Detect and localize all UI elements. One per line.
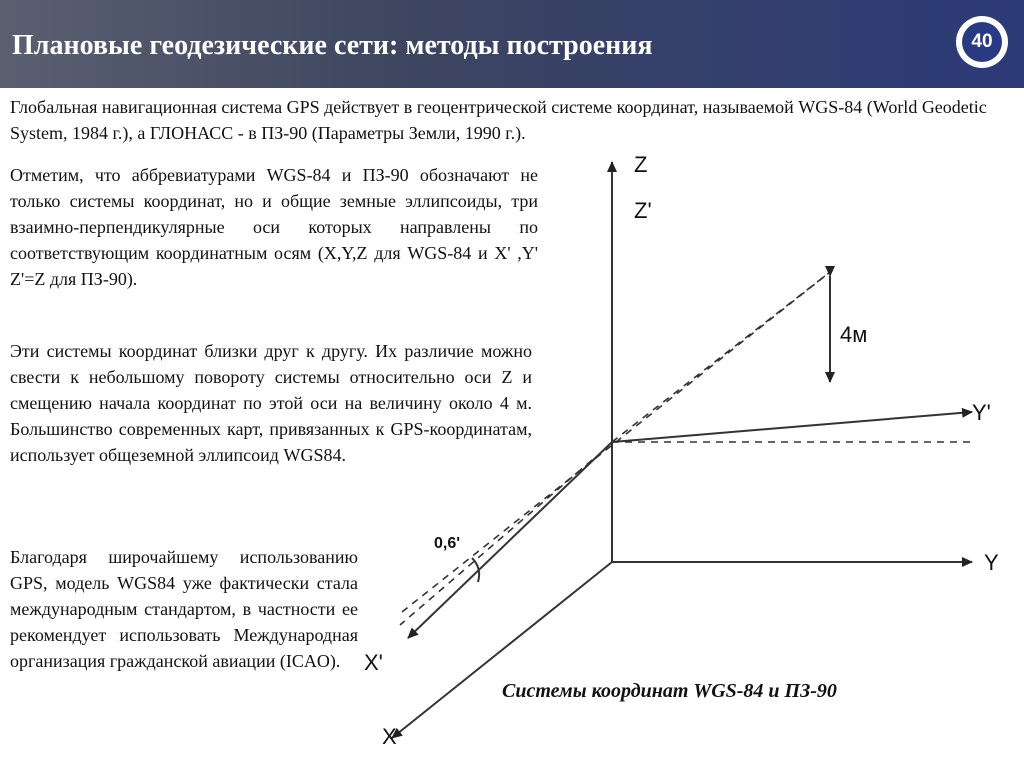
label-z: Z (634, 152, 648, 177)
closeness-paragraph: Эти системы координат близки друг к другу. Их различие можно свести к небольшому повороту системы относительно оси Z и смещению начала координат по этой оси на величину около 4 м. Большинство современных карт, привязанных к GPS-координатам, использует общеземной эллипсоид WGS84. (10, 341, 532, 465)
label-x: X (382, 724, 397, 749)
axis-x-line (392, 562, 612, 738)
label-z-prime: Z' (634, 198, 652, 223)
label-angle: 0,6' (434, 535, 461, 552)
diagram-caption: Системы координат WGS-84 и ПЗ-90 (502, 680, 837, 702)
abbreviations-paragraph: Отметим, что аббревиатурами WGS-84 и ПЗ-90 обозначают не только системы координат, но и общие земные эллипсоиды, три взаимно-перпендикулярные оси которых направлены по соответствующим координатным осям (X,Y,Z для WGS-84 и X' ,Y' Z'=Z для ПЗ-90). (10, 165, 538, 289)
label-y: Y (984, 550, 999, 575)
slide-header (0, 0, 1024, 88)
coordinate-systems-diagram (360, 150, 1020, 750)
label-x-prime: X' (364, 650, 383, 675)
slide-title: Плановые геодезические сети: методы построения (12, 30, 653, 61)
dashed-diagonal-upper (612, 272, 830, 442)
axis-y-prime-line (612, 412, 972, 442)
slide-number: 40 (962, 22, 1002, 62)
standard-paragraph: Благодаря широчайшему использованию GPS, модель WGS84 уже фактически стала международным стандартом, в частности ее рекомендует использовать Международная организация гражданской авиации (ICAO). (10, 547, 358, 671)
intro-paragraph: Глобальная навигационная система GPS действует в геоцентрической системе координат, называемой WGS-84 (World Geodetic System, 1984 г.), а ГЛОНАСС - в ПЗ-90 (Параметры Земли, 1990 г.). (10, 97, 987, 143)
label-offset: 4м (840, 322, 868, 347)
label-y-prime: Y' (972, 400, 991, 425)
slide-number-badge (956, 16, 1008, 68)
